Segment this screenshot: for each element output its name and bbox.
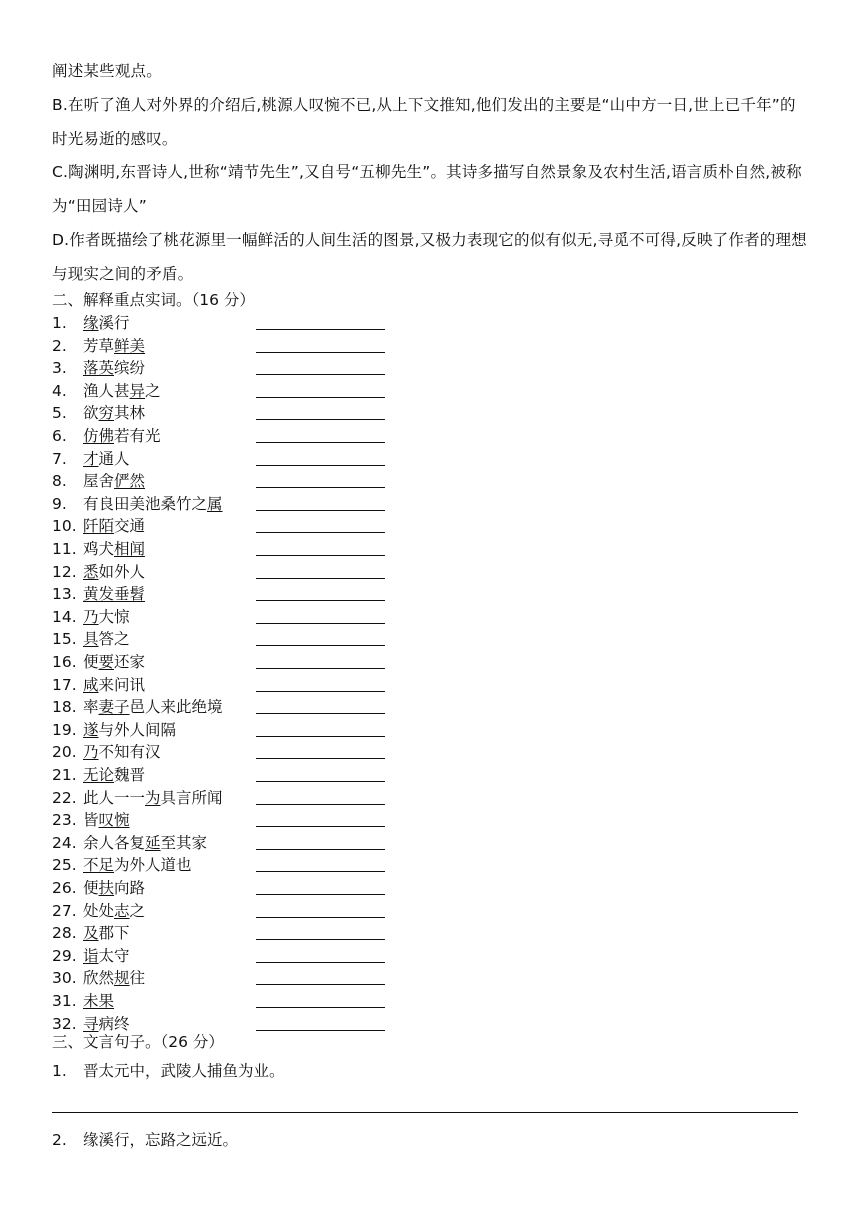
vocab-number: 6. [52,427,67,445]
phrase-prefix: 芳草 [83,336,115,355]
vocab-number: 24. [52,833,77,852]
vocab-number: 7. [52,449,67,468]
answer-blank[interactable] [256,962,385,963]
vocab-phrase [83,561,145,583]
phrase-prefix: 欣然 [83,969,115,988]
answer-blank[interactable] [256,578,385,579]
vocab-number: 12. [52,562,77,581]
vocab-item [52,380,392,403]
vocab-number: 2. [52,336,67,355]
vocab-item [52,832,392,855]
key-word: 为 [145,788,161,807]
phrase-prefix: 鸡犬 [83,540,115,558]
vocab-number: 19. [52,720,77,739]
vocab-phrase [83,628,130,650]
vocab-item [52,448,392,471]
phrase-suffix: 之 [145,381,161,400]
vocab-phrase [83,402,145,424]
phrase-suffix: 大惊 [98,607,130,626]
phrase-prefix: 余人各复 [83,833,146,852]
vocab-item [52,606,392,629]
vocab-number: 29. [52,946,77,965]
vocab-item [52,583,392,606]
key-word: 叹惋 [98,811,130,830]
answer-blank[interactable] [256,1030,385,1031]
vocab-item [52,357,392,380]
vocab-number: 4. [52,381,67,400]
phrase-prefix: 欲 [83,404,99,423]
key-word: 鲜美 [114,336,146,355]
key-word: 规 [114,969,130,988]
key-word: 异 [129,381,146,400]
phrase-prefix: 皆 [83,811,99,830]
vocab-number: 5. [52,404,67,423]
key-word: 乃 [83,607,99,626]
phrase-prefix: 便 [83,653,99,671]
vocab-phrase [83,696,223,718]
vocab-number: 26. [52,879,77,897]
vocab-number: 15. [52,630,77,649]
key-word: 俨然 [114,472,146,491]
phrase-suffix: 魏晋 [114,766,146,784]
phrase-suffix: 溪行 [98,314,130,332]
vocab-number: 22. [52,788,77,807]
answer-blank[interactable] [256,871,385,872]
answer-blank[interactable] [256,894,385,895]
vocab-item [52,922,392,945]
sentence-number: 2. [52,1131,67,1149]
key-word: 扶 [98,879,115,897]
answer-blank[interactable] [256,713,385,714]
vocab-item [52,787,392,810]
answer-blank[interactable] [256,532,385,533]
option-c-text: C.陶渊明,东晋诗人,世称“靖节先生”,又自号“五柳先生”。其诗多描写自然景象及农村生活,语言质朴自然,被称为“田园诗人” [52,163,802,215]
answer-blank[interactable] [256,736,385,737]
vocab-phrase [83,764,145,786]
phrase-suffix: 与外人间隔 [98,720,177,739]
vocab-phrase [83,787,223,809]
key-word: 相闻 [114,540,146,558]
key-word: 诣 [83,946,99,965]
key-word: 遂 [83,720,99,739]
answer-blank[interactable] [256,419,385,420]
vocab-phrase [83,538,145,560]
vocab-item [52,719,392,742]
phrase-suffix: 如外人 [98,562,146,581]
vocab-number: 11. [52,540,77,558]
answer-blank[interactable] [256,645,385,646]
phrase-prefix: 便 [83,879,99,897]
vocab-item [52,515,392,538]
phrase-suffix: 郡下 [98,924,130,943]
phrase-suffix: 邑人来此绝境 [129,698,223,717]
vocab-number: 14. [52,607,77,626]
vocab-phrase [83,335,145,357]
vocab-phrase [83,674,145,696]
vocab-number: 20. [52,743,77,762]
phrase-suffix: 通人 [98,449,130,468]
answer-blank[interactable] [256,600,385,601]
vocab-number: 9. [52,494,67,513]
key-word: 黄发垂髫 [83,585,146,604]
vocab-phrase [83,448,130,470]
vocab-phrase [83,809,130,831]
phrase-suffix: 之 [129,901,146,920]
vocab-number: 1. [52,314,67,332]
answer-blank[interactable] [256,329,385,330]
key-word: 不足 [83,856,115,875]
vocab-number: 21. [52,766,77,784]
key-word: 才 [83,449,99,468]
vocab-number: 13. [52,585,77,604]
answer-line-1[interactable] [52,1112,798,1113]
vocab-item [52,854,392,877]
vocab-number: 23. [52,811,77,830]
key-word: 要 [98,653,115,671]
section2-title: 二、解释重点实词。（16 分） [52,291,255,309]
vocab-phrase [83,515,145,537]
vocab-number: 27. [52,901,77,920]
key-word: 未果 [83,992,115,1010]
key-word: 属 [207,494,223,513]
key-word: 落英 [83,359,115,378]
vocab-item [52,990,392,1013]
answer-blank[interactable] [256,374,385,375]
answer-blank[interactable] [256,487,385,488]
vocab-item [52,538,392,561]
phrase-suffix: 具言所闻 [160,788,223,807]
key-word: 妻子 [98,698,130,717]
vocab-phrase [83,832,207,854]
phrase-suffix: 往 [129,969,146,988]
phrase-prefix: 此人一一 [83,788,146,807]
vocab-number: 28. [52,924,77,943]
phrase-suffix: 为外人道也 [114,856,192,875]
answer-blank[interactable] [256,442,385,443]
phrase-suffix: 病终 [98,1014,130,1033]
vocab-item [52,628,392,651]
answer-blank[interactable] [256,984,385,985]
vocab-item [52,561,392,584]
vocab-number: 17. [52,675,77,694]
phrase-suffix: 太守 [98,946,130,965]
vocab-item [52,877,392,900]
phrase-suffix: 答之 [98,630,130,649]
intro-tail-text: 阐述某些观点。 [52,62,162,80]
key-word: 咸 [83,675,99,694]
phrase-suffix: 向路 [114,879,146,897]
sentence-text: 缘溪行，忘路之远近。 [83,1131,239,1149]
phrase-suffix: 交通 [114,517,146,536]
answer-blank[interactable] [256,758,385,759]
phrase-prefix: 有良田美池桑竹之 [83,494,208,513]
vocab-item [52,764,392,787]
answer-blank[interactable] [256,465,385,466]
vocab-number: 32. [52,1014,77,1033]
vocab-item [52,967,392,990]
vocab-phrase [83,877,145,899]
key-word: 穷 [98,404,115,423]
key-word: 悉 [83,562,99,581]
key-word: 具 [83,630,99,649]
phrase-prefix: 渔人甚 [83,381,130,400]
answer-blank[interactable] [256,1007,385,1008]
option-d-text: D.作者既描绘了桃花源里一幅鲜活的人间生活的图景,又极力表现它的似有似无,寻觅不可得,反映了作者的理想与现实之间的矛盾。 [52,231,807,283]
vocab-phrase [83,651,145,673]
vocab-item [52,651,392,674]
phrase-prefix: 处处 [83,901,115,920]
sentence-number: 1. [52,1062,67,1080]
vocab-number: 31. [52,992,77,1010]
vocab-number: 25. [52,856,77,875]
vocab-item [52,809,392,832]
answer-blank[interactable] [256,939,385,940]
phrase-prefix: 屋舍 [83,472,115,491]
vocab-number: 3. [52,359,67,378]
vocab-phrase [83,357,145,379]
vocab-phrase [83,990,114,1012]
key-word: 无论 [83,766,115,784]
vocab-phrase [83,470,145,492]
vocab-item [52,335,392,358]
vocab-item [52,402,392,425]
vocab-item [52,312,392,335]
vocab-phrase [83,493,223,515]
key-word: 缘 [83,314,99,332]
phrase-suffix: 若有光 [114,427,161,445]
phrase-suffix: 不知有汉 [98,743,161,762]
vocab-phrase [83,967,145,989]
phrase-suffix: 来问讯 [98,675,146,694]
vocab-number: 10. [52,517,77,536]
answer-blank[interactable] [256,352,385,353]
vocab-phrase [83,741,161,763]
vocab-number: 8. [52,472,67,491]
phrase-suffix: 其林 [114,404,146,423]
vocab-phrase [83,606,130,628]
phrase-suffix: 还家 [114,653,146,671]
vocab-item [52,674,392,697]
vocab-item [52,696,392,719]
vocab-phrase [83,900,145,922]
phrase-suffix: 至其家 [160,833,208,852]
answer-blank[interactable] [256,691,385,692]
vocab-phrase [83,719,176,741]
answer-blank[interactable] [256,555,385,556]
phrase-suffix: 缤纷 [114,359,146,378]
key-word: 志 [114,901,130,920]
vocab-phrase [83,425,161,447]
vocab-number: 30. [52,969,77,988]
phrase-prefix: 率 [83,698,99,717]
section3-title: 三、文言句子。（26 分） [52,1033,224,1051]
vocab-number: 18. [52,698,77,717]
vocab-phrase [83,312,130,334]
key-word: 延 [145,833,161,852]
answer-blank[interactable] [256,397,385,398]
sentence-text: 晋太元中，武陵人捕鱼为业。 [83,1062,285,1080]
key-word: 仿佛 [83,427,115,445]
option-b-text: B.在听了渔人对外界的介绍后,桃源人叹惋不已,从上下文推知,他们发出的主要是“山中方一日,世上已千年”的时光易逝的感叹。 [52,96,796,148]
vocab-item [52,425,392,448]
answer-blank[interactable] [256,849,385,850]
vocab-item [52,470,392,493]
vocab-item [52,945,392,968]
vocab-item [52,741,392,764]
answer-blank[interactable] [256,804,385,805]
answer-blank[interactable] [256,623,385,624]
answer-blank[interactable] [256,668,385,669]
key-word: 寻 [83,1014,99,1033]
answer-blank[interactable] [256,781,385,782]
vocab-phrase [83,854,192,876]
answer-blank[interactable] [256,826,385,827]
vocab-phrase [83,945,130,967]
vocab-phrase [83,583,145,605]
vocab-phrase [83,380,161,402]
vocab-item [52,493,392,516]
answer-blank[interactable] [256,510,385,511]
key-word: 及 [83,924,99,943]
vocab-phrase [83,922,130,944]
answer-blank[interactable] [256,917,385,918]
vocab-number: 16. [52,653,77,671]
key-word: 乃 [83,743,99,762]
vocab-item [52,900,392,923]
key-word: 阡陌 [83,517,115,536]
